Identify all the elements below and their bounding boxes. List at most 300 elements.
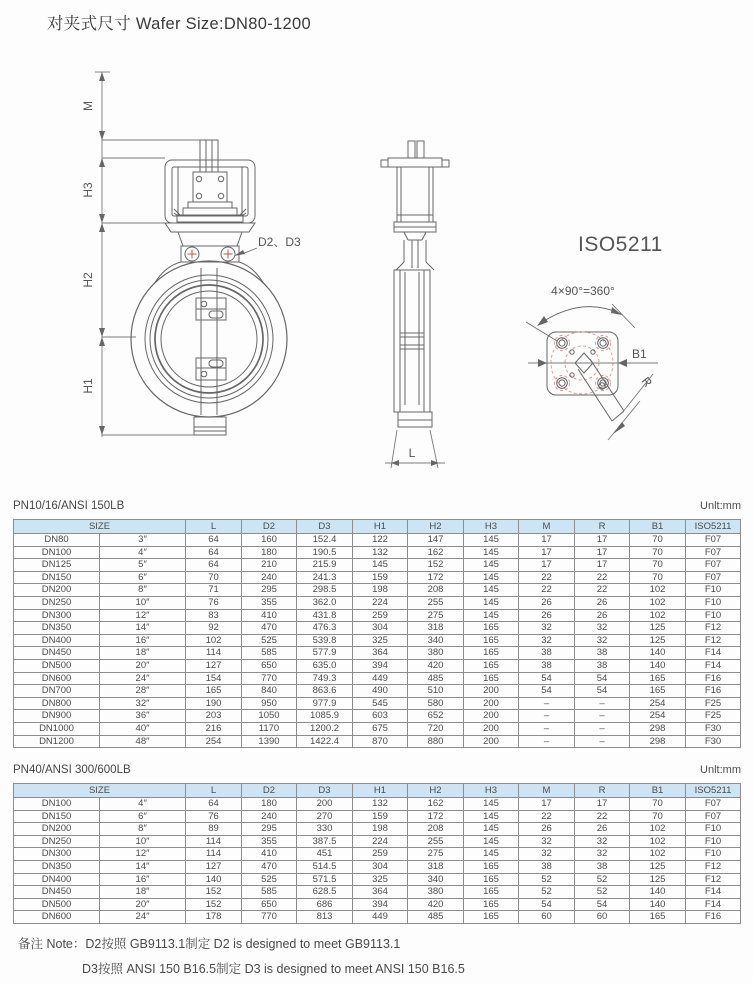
table-cell: DN900 xyxy=(14,710,100,723)
table-cell: 125 xyxy=(630,873,686,886)
table-cell: 720 xyxy=(408,722,464,735)
table-cell: 10″ xyxy=(100,596,186,609)
table-cell: 17 xyxy=(575,534,630,547)
table-cell: 159 xyxy=(353,810,408,823)
table-cell: 364 xyxy=(353,886,408,899)
table-cell: 145 xyxy=(464,848,519,861)
table-row xyxy=(14,634,741,647)
table-cell: 200 xyxy=(464,735,519,748)
table-row xyxy=(14,672,741,685)
table-cell: 54 xyxy=(519,898,575,911)
table-cell: F12 xyxy=(686,873,741,886)
table-cell: F10 xyxy=(686,584,741,597)
table-cell: 165 xyxy=(630,911,686,924)
table-cell: 1390 xyxy=(242,735,297,748)
table-cell: 12″ xyxy=(100,848,186,861)
table-cell: 145 xyxy=(464,571,519,584)
table-cell: 840 xyxy=(242,685,297,698)
table-cell: DN500 xyxy=(14,659,100,672)
table-cell: 628.5 xyxy=(297,886,353,899)
table-cell: F16 xyxy=(686,685,741,698)
table-cell: 26 xyxy=(575,823,630,836)
table-cell: 54 xyxy=(575,898,630,911)
table-cell: 431.8 xyxy=(297,609,353,622)
table-cell: F10 xyxy=(686,609,741,622)
table-cell: 380 xyxy=(408,647,464,660)
table-cell: 114 xyxy=(186,835,242,848)
table-cell: 145 xyxy=(464,823,519,836)
table-cell: 1422.4 xyxy=(297,735,353,748)
table-row xyxy=(14,886,741,899)
table-cell: 32 xyxy=(575,622,630,635)
table-cell: 70 xyxy=(630,798,686,811)
dim-label-l: L xyxy=(408,446,416,460)
table-cell: DN500 xyxy=(14,898,100,911)
table-cell: DN100 xyxy=(14,546,100,559)
table-cell: F10 xyxy=(686,835,741,848)
table-cell: 165 xyxy=(464,886,519,899)
table-row xyxy=(14,697,741,710)
table-cell: – xyxy=(519,710,575,723)
table-cell: 145 xyxy=(464,534,519,547)
dimension-table-pn10-16 xyxy=(13,519,741,748)
table-cell: F30 xyxy=(686,735,741,748)
table-cell: 510 xyxy=(408,685,464,698)
col-header-l: L xyxy=(186,520,242,534)
table-cell: DN300 xyxy=(14,609,100,622)
table-cell: 26 xyxy=(519,609,575,622)
table-cell: 224 xyxy=(353,835,408,848)
table-cell: 17 xyxy=(519,559,575,572)
table-cell: 22 xyxy=(575,810,630,823)
table-header-row xyxy=(14,784,741,798)
table-cell: 165 xyxy=(464,860,519,873)
table-cell: 52 xyxy=(519,873,575,886)
table-cell: 159 xyxy=(353,571,408,584)
table-cell: DN400 xyxy=(14,634,100,647)
table-cell: 525 xyxy=(242,634,297,647)
table-cell: – xyxy=(575,722,630,735)
table-cell: DN150 xyxy=(14,571,100,584)
table-cell: 26 xyxy=(575,609,630,622)
table-cell: 36″ xyxy=(100,710,186,723)
table-cell: 254 xyxy=(630,697,686,710)
table-cell: 394 xyxy=(353,898,408,911)
table-cell: 545 xyxy=(353,697,408,710)
table-cell: 485 xyxy=(408,911,464,924)
table-cell: 539.8 xyxy=(297,634,353,647)
table-cell: 165 xyxy=(464,634,519,647)
table-cell: 152 xyxy=(408,559,464,572)
col-header-h2: H2 xyxy=(408,520,464,534)
table-cell: F10 xyxy=(686,823,741,836)
table-cell: 26 xyxy=(519,823,575,836)
table-cell: – xyxy=(519,722,575,735)
table-cell: 525 xyxy=(242,873,297,886)
table-cell: 241.3 xyxy=(297,571,353,584)
table-cell: 449 xyxy=(353,672,408,685)
table-cell: 325 xyxy=(353,873,408,886)
table-cell: 4″ xyxy=(100,546,186,559)
table-cell: 16″ xyxy=(100,873,186,886)
table-cell: 70 xyxy=(630,810,686,823)
table-cell: 200 xyxy=(464,685,519,698)
table-cell: 64 xyxy=(186,798,242,811)
table-cell: 24″ xyxy=(100,911,186,924)
table-cell: 340 xyxy=(408,634,464,647)
table-cell: 8″ xyxy=(100,584,186,597)
table-cell: 295 xyxy=(242,823,297,836)
table-cell: 102 xyxy=(630,609,686,622)
table-cell: F14 xyxy=(686,898,741,911)
table-cell: 420 xyxy=(408,659,464,672)
table-cell: 70 xyxy=(630,559,686,572)
table-cell: 6″ xyxy=(100,571,186,584)
table-cell: 18″ xyxy=(100,886,186,899)
table-cell: 240 xyxy=(242,810,297,823)
col-header-b1: B1 xyxy=(630,784,686,798)
table-cell: 145 xyxy=(464,609,519,622)
table-cell: 17 xyxy=(575,559,630,572)
table-cell: F07 xyxy=(686,559,741,572)
table-cell: DN150 xyxy=(14,810,100,823)
table-cell: 122 xyxy=(353,534,408,547)
table-row xyxy=(14,860,741,873)
col-header-h1: H1 xyxy=(353,784,408,798)
table-row xyxy=(14,735,741,748)
table-cell: F25 xyxy=(686,710,741,723)
col-header-d3: D3 xyxy=(297,520,353,534)
angle-note-label: 4×90°=360° xyxy=(551,284,615,298)
table-cell: 1050 xyxy=(242,710,297,723)
table-cell: 304 xyxy=(353,860,408,873)
table-cell: 32 xyxy=(519,622,575,635)
table-cell: 152 xyxy=(186,898,242,911)
table-cell: 165 xyxy=(186,685,242,698)
table-cell: 254 xyxy=(186,735,242,748)
table-cell: 270 xyxy=(297,810,353,823)
dim-label-r: R xyxy=(638,374,656,390)
table-cell: 145 xyxy=(464,584,519,597)
table-cell: DN300 xyxy=(14,848,100,861)
table-cell: 76 xyxy=(186,596,242,609)
table-cell: 114 xyxy=(186,647,242,660)
table-cell: 54 xyxy=(519,672,575,685)
table-cell: 38 xyxy=(575,647,630,660)
table-cell: F16 xyxy=(686,672,741,685)
dim-label-h1: H1 xyxy=(81,378,95,394)
table-cell: F07 xyxy=(686,534,741,547)
table-cell: 1200.2 xyxy=(297,722,353,735)
table-row xyxy=(14,722,741,735)
table-cell: 125 xyxy=(630,622,686,635)
table-cell: 470 xyxy=(242,860,297,873)
page-title: 对夹式尺寸 Wafer Size:DN80-1200 xyxy=(47,15,311,33)
table-cell: 17 xyxy=(519,534,575,547)
table-row xyxy=(14,546,741,559)
table-cell: F10 xyxy=(686,596,741,609)
table-cell: 259 xyxy=(353,609,408,622)
table-cell: 580 xyxy=(408,697,464,710)
table-cell: DN100 xyxy=(14,798,100,811)
table-cell: 318 xyxy=(408,622,464,635)
table-cell: DN600 xyxy=(14,911,100,924)
table2-caption: PN40/ANSI 300/600LB xyxy=(13,764,131,776)
table-cell: 38 xyxy=(519,860,575,873)
table-cell: 14″ xyxy=(100,860,186,873)
table-cell: 603 xyxy=(353,710,408,723)
table-cell: 127 xyxy=(186,860,242,873)
table-cell: 145 xyxy=(464,810,519,823)
table-cell: 200 xyxy=(464,722,519,735)
table-cell: 470 xyxy=(242,622,297,635)
table-cell: 410 xyxy=(242,848,297,861)
table-header-row xyxy=(14,520,741,534)
table-cell: 22 xyxy=(519,571,575,584)
col-header-iso5211: ISO5211 xyxy=(686,784,741,798)
table-cell: 154 xyxy=(186,672,242,685)
table-cell: 165 xyxy=(464,622,519,635)
table-cell: 18″ xyxy=(100,647,186,660)
table-cell: – xyxy=(575,697,630,710)
table-cell: 132 xyxy=(353,546,408,559)
table-cell: 89 xyxy=(186,823,242,836)
col-header-h1: H1 xyxy=(353,520,408,534)
table-cell: 770 xyxy=(242,911,297,924)
table-cell: F12 xyxy=(686,634,741,647)
table-cell: 420 xyxy=(408,898,464,911)
table-cell: 298.5 xyxy=(297,584,353,597)
table-cell: DN350 xyxy=(14,860,100,873)
table-cell: 17 xyxy=(519,546,575,559)
table-cell: 813 xyxy=(297,911,353,924)
table-cell: 152 xyxy=(186,886,242,899)
table-cell: 32 xyxy=(575,848,630,861)
table-cell: 950 xyxy=(242,697,297,710)
table-cell: 476.3 xyxy=(297,622,353,635)
table-cell: 102 xyxy=(630,823,686,836)
table-cell: 32″ xyxy=(100,697,186,710)
table-cell: F16 xyxy=(686,911,741,924)
table-cell: 64 xyxy=(186,559,242,572)
table-cell: 1085.9 xyxy=(297,710,353,723)
table-cell: – xyxy=(519,735,575,748)
table-cell: 675 xyxy=(353,722,408,735)
table-row xyxy=(14,873,741,886)
table-cell: 200 xyxy=(464,710,519,723)
table-cell: 451 xyxy=(297,848,353,861)
table-cell: 180 xyxy=(242,546,297,559)
table-cell: 38 xyxy=(519,659,575,672)
col-header-d2: D2 xyxy=(242,520,297,534)
table-cell: 165 xyxy=(464,911,519,924)
table-cell: 92 xyxy=(186,622,242,635)
table-cell: DN800 xyxy=(14,697,100,710)
table-cell: 255 xyxy=(408,835,464,848)
table-cell: 125 xyxy=(630,860,686,873)
table-cell: 585 xyxy=(242,886,297,899)
table-row xyxy=(14,622,741,635)
col-header-m: M xyxy=(519,520,575,534)
table-cell: 165 xyxy=(464,672,519,685)
table-cell: 6″ xyxy=(100,810,186,823)
table-cell: 152.4 xyxy=(297,534,353,547)
table-cell: 172 xyxy=(408,810,464,823)
iso5211-flange-drawing xyxy=(526,304,658,440)
table-cell: 362.0 xyxy=(297,596,353,609)
table-cell: 216 xyxy=(186,722,242,735)
front-view-drawing xyxy=(95,72,287,437)
table-cell: 165 xyxy=(630,672,686,685)
table-cell: 340 xyxy=(408,873,464,886)
table-row xyxy=(14,710,741,723)
table-cell: 172 xyxy=(408,571,464,584)
table-cell: 24″ xyxy=(100,672,186,685)
table1-unit: Unlt:mm xyxy=(700,500,741,512)
table-cell: 1170 xyxy=(242,722,297,735)
table-cell: DN350 xyxy=(14,622,100,635)
table-cell: 145 xyxy=(464,835,519,848)
table-cell: 387.5 xyxy=(297,835,353,848)
bolt-cross-marks xyxy=(188,250,233,259)
col-header-r: R xyxy=(575,520,630,534)
table-row xyxy=(14,810,741,823)
table-cell: 4″ xyxy=(100,798,186,811)
table-cell: 140 xyxy=(630,647,686,660)
table-row xyxy=(14,659,741,672)
table-cell: 364 xyxy=(353,647,408,660)
table-cell: 178 xyxy=(186,911,242,924)
dim-label-m: M xyxy=(81,101,95,111)
col-header-size: SIZE xyxy=(14,784,186,798)
table-cell: 16″ xyxy=(100,634,186,647)
table-cell: 60 xyxy=(575,911,630,924)
table-cell: – xyxy=(575,735,630,748)
table-cell: 22 xyxy=(575,571,630,584)
table-row xyxy=(14,647,741,660)
table-cell: 298 xyxy=(630,722,686,735)
table-cell: 114 xyxy=(186,848,242,861)
table-cell: 28″ xyxy=(100,685,186,698)
table-cell: 162 xyxy=(408,546,464,559)
table-cell: 863.6 xyxy=(297,685,353,698)
table-cell: 140 xyxy=(630,659,686,672)
table-row xyxy=(14,534,741,547)
table-cell: DN450 xyxy=(14,647,100,660)
table-cell: 208 xyxy=(408,584,464,597)
table-cell: 125 xyxy=(630,634,686,647)
col-header-l: L xyxy=(186,784,242,798)
col-header-b1: B1 xyxy=(630,520,686,534)
table-cell: 17 xyxy=(519,798,575,811)
table-row xyxy=(14,835,741,848)
table-cell: 165 xyxy=(630,685,686,698)
dim-label-h3: H3 xyxy=(81,182,95,198)
table-cell: 254 xyxy=(630,710,686,723)
table-cell: 325 xyxy=(353,634,408,647)
table-cell: 162 xyxy=(408,798,464,811)
table-cell: F07 xyxy=(686,546,741,559)
table-cell: 571.5 xyxy=(297,873,353,886)
table-cell: 198 xyxy=(353,584,408,597)
table-cell: 54 xyxy=(575,685,630,698)
table-cell: 132 xyxy=(353,798,408,811)
table1-caption-bar xyxy=(13,500,741,512)
table-cell: 330 xyxy=(297,823,353,836)
table-cell: F14 xyxy=(686,659,741,672)
table-cell: 165 xyxy=(464,898,519,911)
table-cell: 147 xyxy=(408,534,464,547)
table-cell: 22 xyxy=(519,810,575,823)
table2-unit: Unlt:mm xyxy=(700,764,741,776)
table-cell: 686 xyxy=(297,898,353,911)
table2-caption-bar xyxy=(13,764,741,776)
iso5211-title: ISO5211 xyxy=(578,233,663,256)
table-cell: 215.9 xyxy=(297,559,353,572)
table-cell: 275 xyxy=(408,609,464,622)
table-row xyxy=(14,798,741,811)
table-cell: 145 xyxy=(464,596,519,609)
table-cell: 64 xyxy=(186,534,242,547)
table-cell: 304 xyxy=(353,622,408,635)
table-row xyxy=(14,911,741,924)
table-cell: 394 xyxy=(353,659,408,672)
table-row xyxy=(14,848,741,861)
table-cell: 70 xyxy=(630,571,686,584)
side-view-drawing xyxy=(381,141,449,468)
table-cell: 577.9 xyxy=(297,647,353,660)
table-cell: 32 xyxy=(519,848,575,861)
table-cell: 38 xyxy=(575,659,630,672)
table-cell: 485 xyxy=(408,672,464,685)
table-cell: 490 xyxy=(353,685,408,698)
table-cell: 17 xyxy=(575,798,630,811)
col-header-h2: H2 xyxy=(408,784,464,798)
table-cell: 275 xyxy=(408,848,464,861)
table-cell: DN450 xyxy=(14,886,100,899)
table-cell: DN80 xyxy=(14,534,100,547)
table-cell: 140 xyxy=(630,886,686,899)
table-cell: 240 xyxy=(242,571,297,584)
table-cell: 20″ xyxy=(100,659,186,672)
table-cell: 380 xyxy=(408,886,464,899)
table-cell: F07 xyxy=(686,798,741,811)
table-cell: 17 xyxy=(575,546,630,559)
col-header-iso5211: ISO5211 xyxy=(686,520,741,534)
table-cell: 64 xyxy=(186,546,242,559)
table-row xyxy=(14,685,741,698)
table-cell: 635.0 xyxy=(297,659,353,672)
table-cell: 259 xyxy=(353,848,408,861)
table-cell: 22 xyxy=(519,584,575,597)
table-cell: 102 xyxy=(186,634,242,647)
table-cell: 102 xyxy=(630,596,686,609)
table-cell: 76 xyxy=(186,810,242,823)
table-cell: – xyxy=(575,710,630,723)
table-cell: 140 xyxy=(630,898,686,911)
table-cell: 127 xyxy=(186,659,242,672)
dim-label-b1: B1 xyxy=(632,347,647,361)
table-cell: DN700 xyxy=(14,685,100,698)
table-cell: F30 xyxy=(686,722,741,735)
table-cell: 295 xyxy=(242,584,297,597)
callout-d2-d3: D2、D3 xyxy=(258,235,301,249)
table-cell: 652 xyxy=(408,710,464,723)
table-cell: 52 xyxy=(575,873,630,886)
table-cell: 208 xyxy=(408,823,464,836)
col-header-d3: D3 xyxy=(297,784,353,798)
table-cell: DN250 xyxy=(14,835,100,848)
